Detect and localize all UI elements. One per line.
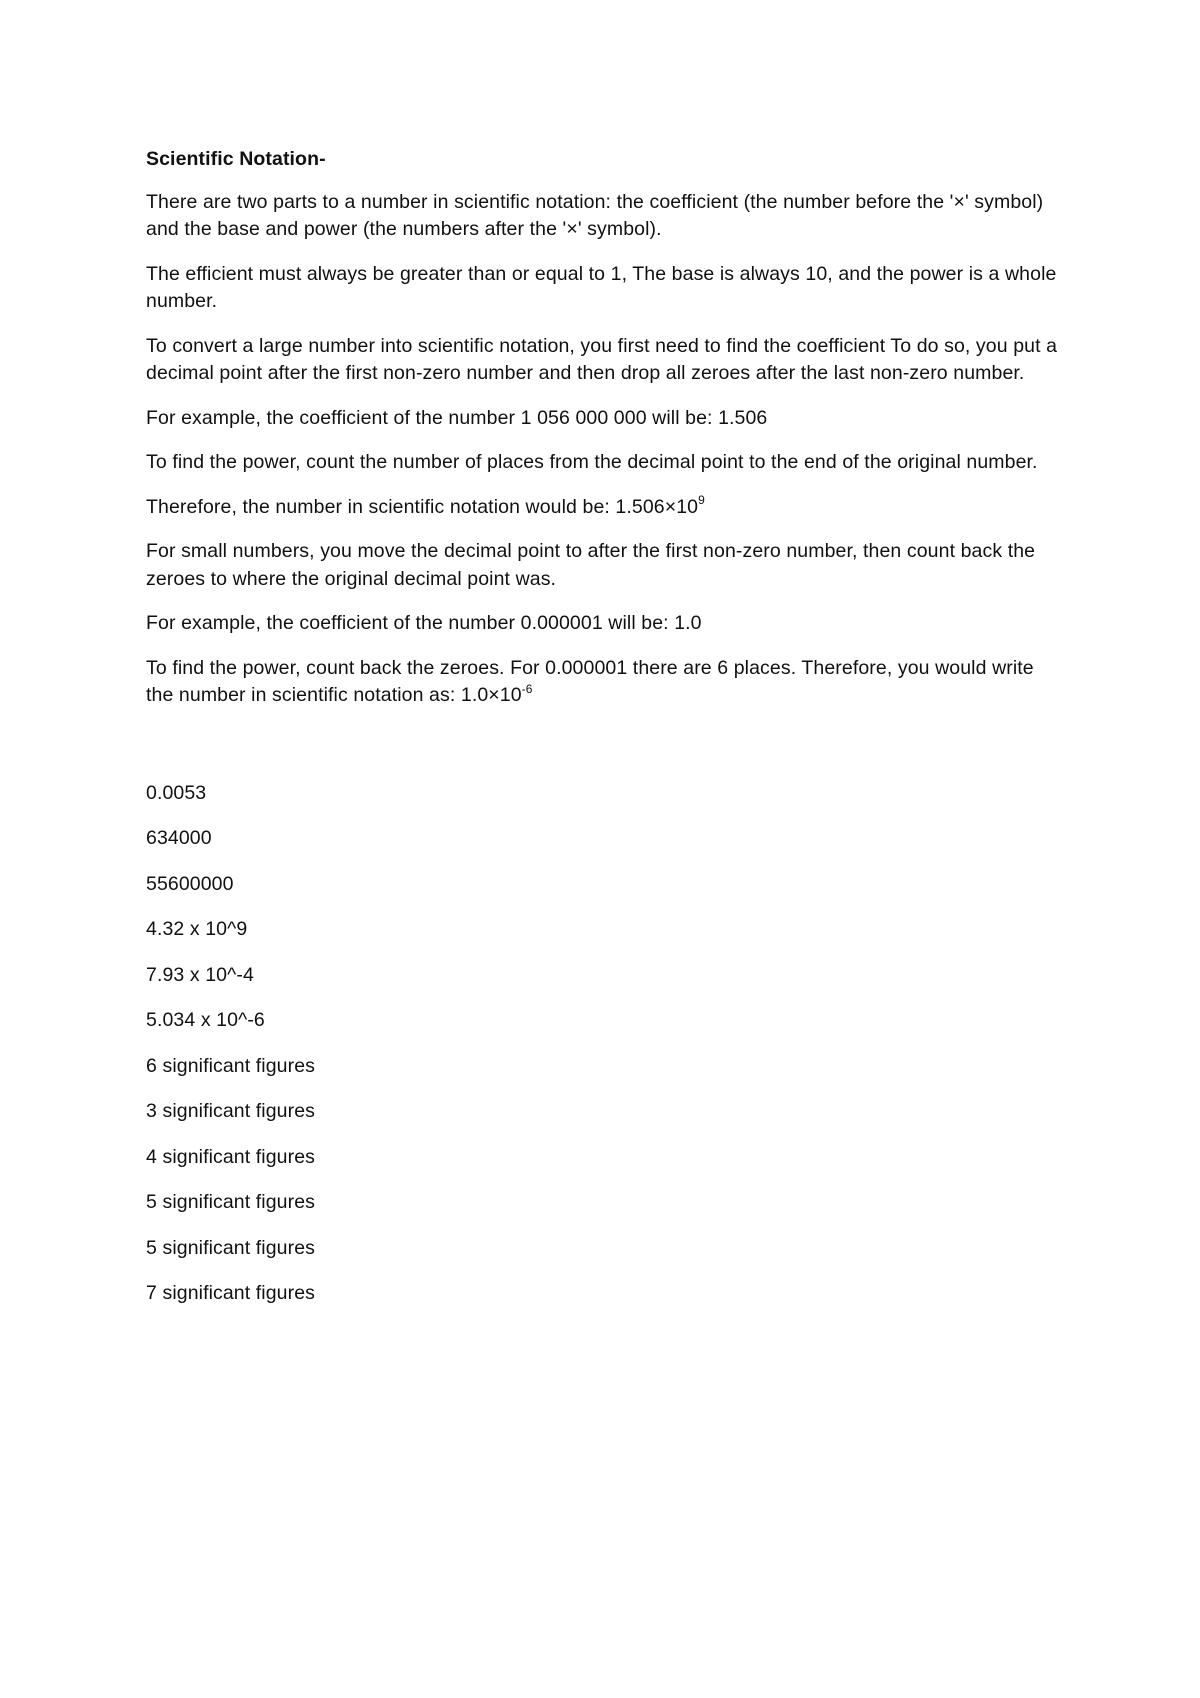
document-title: Scientific Notation- bbox=[146, 148, 326, 170]
section-spacer bbox=[146, 727, 1066, 780]
answer-list bbox=[146, 780, 1066, 1308]
answer-item: 5 significant figures bbox=[146, 1191, 316, 1213]
answer-item: 5 significant figures bbox=[146, 1236, 316, 1259]
answer-item: 4 significant figures bbox=[146, 1145, 316, 1168]
small-result-exponent: -6 bbox=[521, 681, 533, 696]
paragraph-small-example: For example, the coefficient of the number 0.000001 will be: 1.0 bbox=[146, 612, 702, 634]
answer-item: 7 significant figures bbox=[146, 1282, 316, 1304]
paragraph-small-numbers: For small numbers, you move the decimal point to after the first non-zero number, then count back the zeroes to where the original decimal point was. bbox=[146, 540, 1036, 590]
large-result-exponent: 9 bbox=[698, 493, 705, 507]
answer-item: 4.32 x 10^9 bbox=[146, 918, 248, 940]
small-result-text: To find the power, count back the zeroes. For 0.000001 there are 6 places. Therefore, you would write the number in scientific notation as: 1.0×10 bbox=[146, 656, 1034, 706]
answer-item: 7.93 x 10^-4 bbox=[146, 963, 254, 986]
paragraph-find-power: To find the power, count the number of places from the decimal point to the end of the original number. bbox=[146, 451, 1038, 473]
answer-item: 6 significant figures bbox=[146, 1054, 316, 1077]
answer-item: 634000 bbox=[146, 827, 212, 849]
paragraph-large-result bbox=[146, 494, 1066, 522]
answer-item: 0.0053 bbox=[146, 781, 207, 804]
paragraph-small-result bbox=[146, 655, 1066, 710]
paragraph-parts: There are two parts to a number in scientific notation: the coefficient (the number before the '×' symbol) and the base and power (the numbers after the '×' symbol). bbox=[146, 190, 1044, 240]
document-body bbox=[146, 146, 1066, 1326]
answer-item: 5.034 x 10^-6 bbox=[146, 1009, 265, 1031]
large-result-text: Therefore, the number in scientific notation would be: 1.506×10 bbox=[146, 495, 699, 518]
paragraph-large-example: For example, the coefficient of the number 1 056 000 000 will be: 1.506 bbox=[146, 406, 768, 429]
paragraph-rules: The efficient must always be greater than or equal to 1, The base is always 10, and the power is a whole number. bbox=[146, 262, 1057, 312]
paragraph-large-numbers: To convert a large number into scientific notation, you first need to find the coefficient To do so, you put a decimal point after the first non-zero number and then drop all zeroes after the last non-zero number. bbox=[146, 334, 1058, 384]
answer-item: 3 significant figures bbox=[146, 1100, 316, 1122]
answer-item: 55600000 bbox=[146, 872, 234, 895]
